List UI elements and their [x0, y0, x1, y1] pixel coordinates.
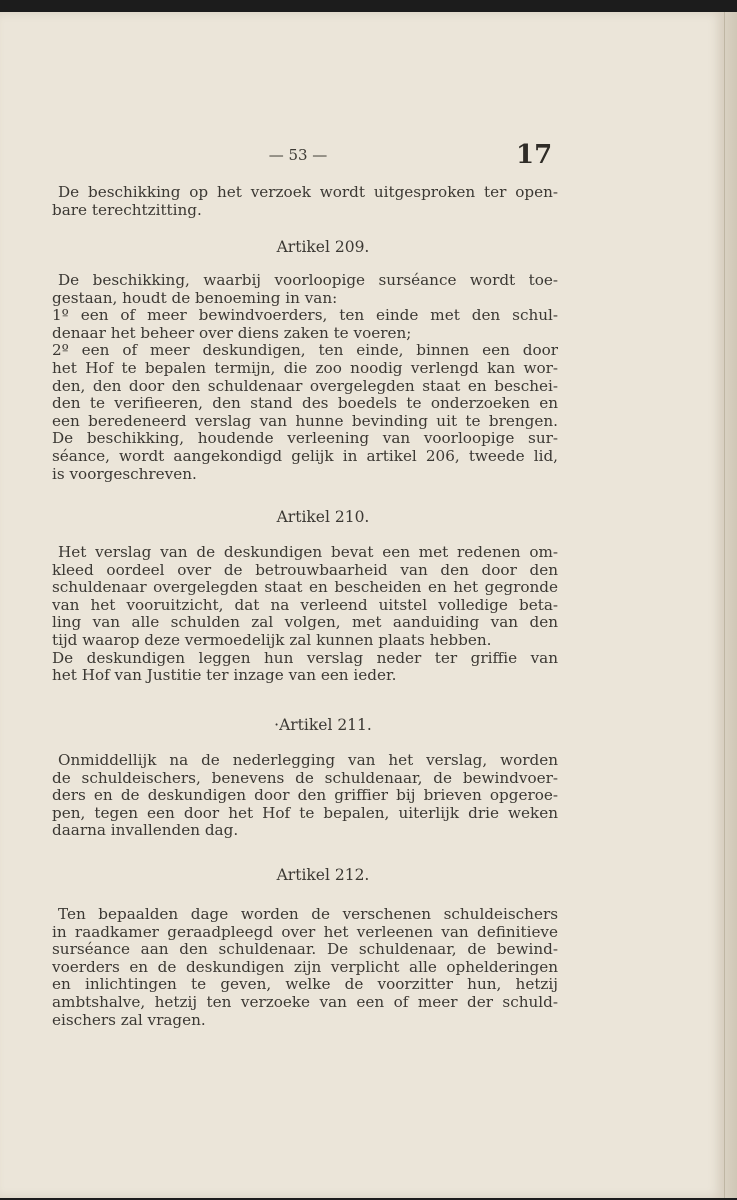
- text-line: De beschikking, houdende verleening van voorloopige sur-: [52, 430, 558, 448]
- article-heading-211: ·Artikel 211.: [274, 716, 372, 734]
- text-line: en inlichtingen te geven, welke de voorzitter hun, hetzij: [52, 976, 558, 994]
- text-line: kleed oordeel over de betrouwbaarheid van den door den: [52, 561, 558, 579]
- text-line: het Hof van Justitie ter inzage van een ieder.: [52, 667, 397, 685]
- paragraph-article-210: [52, 544, 558, 685]
- text-line: ambtshalve, hetzij ten verzoeke van een of meer der schuld-: [52, 993, 558, 1011]
- text-line: eischers zal vragen.: [52, 1011, 206, 1029]
- text-line: het Hof te bepalen termijn, die zoo noodig verlengd kan wor-: [52, 359, 558, 377]
- article-heading-210: Artikel 210.: [276, 508, 370, 526]
- paragraph-article-212: [52, 906, 558, 1029]
- text-line: 2º een of meer deskundigen, ten einde, binnen een door: [52, 342, 558, 360]
- text-line: surséance aan den schuldenaar. De schuldenaar, de bewind-: [52, 941, 558, 959]
- page-edge: [724, 12, 737, 1198]
- text-line: daarna invallenden dag.: [52, 822, 239, 840]
- text-line: Onmiddellijk na de nederlegging van het verslag, worden: [58, 752, 558, 769]
- text-line: schuldenaar overgelegden staat en bescheiden en het gegronde: [52, 579, 558, 597]
- text-line: van het vooruitzicht, dat na verleend uitstel volledige beta-: [52, 596, 558, 614]
- text-line: De beschikking op het verzoek wordt uitgesproken ter open-: [58, 184, 558, 201]
- text-line: de schuldeischers, benevens de schuldenaar, de bewindvoer-: [52, 769, 558, 787]
- page-header: [0, 140, 724, 180]
- text-line: séance, wordt aangekondigd gelijk in artikel 206, tweede lid,: [52, 447, 558, 465]
- paragraph-intro: [52, 184, 558, 219]
- text-line: tijd waarop deze vermoedelijk zal kunnen plaats hebben.: [52, 631, 492, 649]
- text-line: denaar het beheer over diens zaken te voeren;: [52, 324, 412, 342]
- text-line: den, den door den schuldenaar overgelegden staat en beschei-: [52, 377, 558, 395]
- text-line: 1º een of meer bewindvoerders, ten einde met den schul-: [52, 307, 558, 325]
- text-line: De deskundigen leggen hun verslag neder ter griffie van: [52, 649, 558, 667]
- paragraph-article-209: [52, 272, 558, 483]
- text-line: gestaan, houdt de benoeming in van:: [52, 289, 338, 307]
- sheet-number: 17: [516, 140, 553, 170]
- text-line: een beredeneerd verslag van hunne bevinding uit te brengen.: [52, 412, 558, 430]
- text-line: De beschikking, waarbij voorloopige surséance wordt toe-: [58, 272, 558, 289]
- page-number: — 53 —: [268, 146, 328, 164]
- article-heading-212: Artikel 212.: [276, 866, 370, 884]
- text-line: Ten bepaalden dage worden de verschenen schuldeischers: [58, 906, 558, 923]
- text-line: ders en de deskundigen door den griffier bij brieven opgeroe-: [52, 787, 558, 805]
- text-line: bare terechtzitting.: [52, 201, 202, 219]
- text-line: ling van alle schulden zal volgen, met aanduiding van den: [52, 614, 558, 632]
- text-line: Het verslag van de deskundigen bevat een met redenen om-: [58, 544, 558, 561]
- text-line: in raadkamer geraadpleegd over het verleenen van definitieve: [52, 923, 558, 941]
- article-heading-209: Artikel 209.: [276, 238, 370, 256]
- text-line: is voorgeschreven.: [52, 465, 197, 483]
- paragraph-article-211: [52, 752, 558, 840]
- text-line: voerders en de deskundigen zijn verplicht alle ophelderingen: [52, 958, 558, 976]
- text-line: pen, tegen een door het Hof te bepalen, uiterlijk drie weken: [52, 804, 558, 822]
- text-line: den te verifieeren, den stand des boedels te onderzoeken en: [52, 395, 558, 413]
